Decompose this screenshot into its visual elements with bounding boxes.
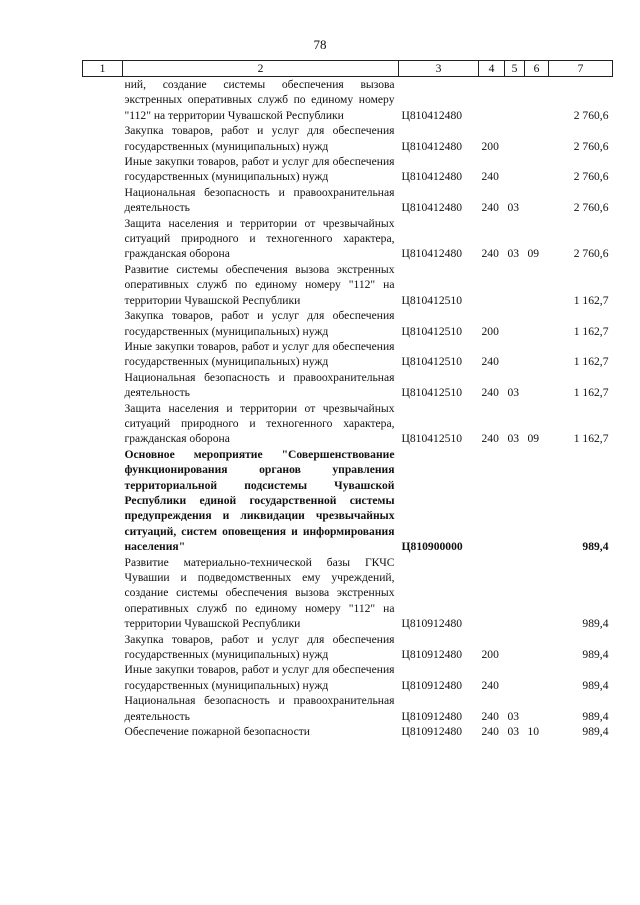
subsection-code: [525, 555, 549, 632]
column-header-4: 4: [479, 61, 505, 77]
amount: 1 162,7: [573, 293, 609, 307]
subsection-code: [525, 262, 549, 308]
expense-type-code: 240: [481, 386, 499, 400]
subsection-code: 09: [527, 247, 540, 261]
amount: 1 162,7: [573, 432, 609, 446]
target-article-code: Ц810912480: [401, 709, 463, 723]
first-column-cell: [83, 447, 123, 555]
first-column-cell: [83, 632, 123, 663]
target-article-code: Ц810912480: [401, 678, 463, 692]
expense-type-code: [479, 77, 505, 124]
first-column-cell: [83, 262, 123, 308]
table-row: [83, 154, 613, 185]
table-row: [83, 370, 613, 401]
section-code: [505, 308, 525, 339]
first-column-cell: [83, 662, 123, 693]
section-code: [505, 447, 525, 555]
target-article-code: Ц810912480: [401, 725, 463, 739]
subsection-code: [525, 339, 549, 370]
item-name: ний, создание системы обеспечения вызова экстренных оперативных служб по единому номеру "112" на территории Чувашской Республики: [124, 78, 395, 122]
target-article-code: Ц810412480: [401, 201, 463, 215]
target-article-code: Ц810412510: [401, 386, 463, 400]
item-name: Развитие материально-технической базы ГКЧС Чувашии и подведомственных ему учреждений, создание системы обеспечения вызова экстренных оперативных служб по единому номеру "112" на территории Чувашской Республики: [124, 555, 395, 631]
amount: 989,4: [582, 709, 609, 723]
target-article-code: Ц810412510: [401, 324, 463, 338]
table-row: [83, 308, 613, 339]
first-column-cell: [83, 185, 123, 216]
page-number: 78: [313, 37, 327, 52]
expense-type-code: 200: [481, 139, 499, 153]
amount: 1 162,7: [573, 386, 609, 400]
section-code: [505, 154, 525, 185]
section-code: 03: [507, 709, 520, 723]
expense-type-code: 240: [481, 355, 499, 369]
amount: 2 760,6: [573, 170, 609, 184]
item-name: Иные закупки товаров, работ и услуг для обеспечения государственных (муниципальных) нужд: [124, 663, 395, 692]
expense-type-code: 240: [481, 678, 499, 692]
target-article-code: Ц810900000: [401, 540, 463, 554]
table-row: [83, 662, 613, 693]
first-column-cell: [83, 370, 123, 401]
amount: 1 162,7: [573, 324, 609, 338]
first-column-cell: [83, 154, 123, 185]
column-header-6: 6: [525, 61, 549, 77]
target-article-code: Ц810412480: [401, 247, 463, 261]
column-header-2: 2: [123, 61, 399, 77]
item-name: Закупка товаров, работ и услуг для обеспечения государственных (муниципальных) нужд: [124, 309, 395, 338]
subsection-code: [525, 632, 549, 663]
expense-type-code: 200: [481, 648, 499, 662]
section-code: [505, 123, 525, 154]
expense-type-code: 200: [481, 324, 499, 338]
item-name: Защита населения и территории от чрезвычайных ситуаций природного и техногенного характера, гражданская оборона: [124, 216, 395, 261]
target-article-code: Ц810412510: [401, 432, 463, 446]
target-article-code: Ц810412510: [401, 355, 463, 369]
table-row: [83, 123, 613, 154]
section-code: [505, 77, 525, 124]
subsection-code: 09: [527, 432, 540, 446]
expense-type-code: 240: [481, 247, 499, 261]
subsection-code: [525, 77, 549, 124]
subsection-code: [525, 662, 549, 693]
first-column-cell: [83, 555, 123, 632]
table-row: [83, 262, 613, 308]
budget-table: [82, 60, 613, 739]
item-name: Защита населения и территории от чрезвычайных ситуаций природного и техногенного характера, гражданская оборона: [124, 401, 395, 446]
table-header: [83, 61, 613, 77]
amount: 989,4: [582, 540, 609, 554]
item-name: Обеспечение пожарной безопасности: [124, 725, 311, 739]
target-article-code: Ц810912480: [401, 617, 463, 631]
table-row: [83, 185, 613, 216]
table-row: [83, 447, 613, 555]
first-column-cell: [83, 216, 123, 262]
amount: 2 760,6: [573, 139, 609, 153]
section-code: 03: [507, 386, 520, 400]
first-column-cell: [83, 77, 123, 124]
table-row: [83, 555, 613, 632]
target-article-code: Ц810412480: [401, 139, 463, 153]
amount: 2 760,6: [573, 247, 609, 261]
expense-type-code: [479, 555, 505, 632]
column-header-7: 7: [549, 61, 613, 77]
expense-type-code: [479, 262, 505, 308]
expense-type-code: 240: [481, 709, 499, 723]
item-name: Развитие системы обеспечения вызова экстренных оперативных служб по единому номеру "112" на территории Чувашской Республики: [124, 262, 395, 307]
table-row: [83, 401, 613, 447]
subsection-code: [525, 185, 549, 216]
target-article-code: Ц810912480: [401, 648, 463, 662]
target-article-code: Ц810412480: [401, 108, 463, 122]
table-body: [83, 77, 613, 740]
item-name: Иные закупки товаров, работ и услуг для обеспечения государственных (муниципальных) нужд: [124, 155, 395, 184]
first-column-cell: [83, 123, 123, 154]
expense-type-code: 240: [481, 170, 499, 184]
table-row: [83, 77, 613, 124]
expense-type-code: 240: [481, 432, 499, 446]
subsection-code: [525, 123, 549, 154]
table-row: [83, 724, 613, 739]
subsection-code: 10: [527, 725, 540, 739]
first-column-cell: [83, 339, 123, 370]
expense-type-code: 240: [481, 201, 499, 215]
item-name: Закупка товаров, работ и услуг для обеспечения государственных (муниципальных) нужд: [124, 632, 395, 662]
amount: 989,4: [582, 725, 609, 739]
header-row: [83, 61, 613, 77]
first-column-cell: [83, 401, 123, 447]
subsection-code: [525, 370, 549, 401]
section-code: [505, 662, 525, 693]
column-header-5: 5: [505, 61, 525, 77]
section-code: 03: [507, 432, 520, 446]
subsection-code: [525, 308, 549, 339]
table-row: [83, 693, 613, 724]
amount: 989,4: [582, 678, 609, 692]
item-name: Основное мероприятие "Совершенствование функционирования органов управления территориальной подсистемы Чувашской Республики единой государственной системы предупреждения и ликвидации чрезвычайных ситуаций, систем оповещения и информирования населения": [124, 447, 395, 554]
section-code: [505, 262, 525, 308]
section-code: 03: [507, 247, 520, 261]
target-article-code: Ц810412480: [401, 170, 463, 184]
section-code: [505, 555, 525, 632]
section-code: [505, 632, 525, 663]
section-code: 03: [507, 725, 520, 739]
amount: 989,4: [582, 648, 609, 662]
column-header-1: 1: [83, 61, 123, 77]
item-name: Национальная безопасность и правоохранительная деятельность: [124, 370, 395, 400]
section-code: [505, 339, 525, 370]
item-name: Национальная безопасность и правоохранительная деятельность: [124, 694, 395, 723]
subsection-code: [525, 447, 549, 555]
table-row: [83, 216, 613, 262]
table-row: [83, 632, 613, 663]
column-header-3: 3: [399, 61, 479, 77]
amount: 1 162,7: [573, 355, 609, 369]
target-article-code: Ц810412510: [401, 293, 463, 307]
first-column-cell: [83, 308, 123, 339]
expense-type-code: 240: [481, 725, 499, 739]
subsection-code: [525, 693, 549, 724]
item-name: Национальная безопасность и правоохранительная деятельность: [124, 185, 395, 215]
item-name: Иные закупки товаров, работ и услуг для обеспечения государственных (муниципальных) нужд: [124, 339, 395, 369]
table-row: [83, 339, 613, 370]
amount: 2 760,6: [573, 201, 609, 215]
section-code: 03: [507, 201, 520, 215]
expense-type-code: [479, 447, 505, 555]
first-column-cell: [83, 693, 123, 724]
subsection-code: [525, 154, 549, 185]
item-name: Закупка товаров, работ и услуг для обеспечения государственных (муниципальных) нужд: [124, 124, 395, 153]
amount: 2 760,6: [573, 108, 609, 122]
first-column-cell: [83, 724, 123, 739]
amount: 989,4: [582, 617, 609, 631]
